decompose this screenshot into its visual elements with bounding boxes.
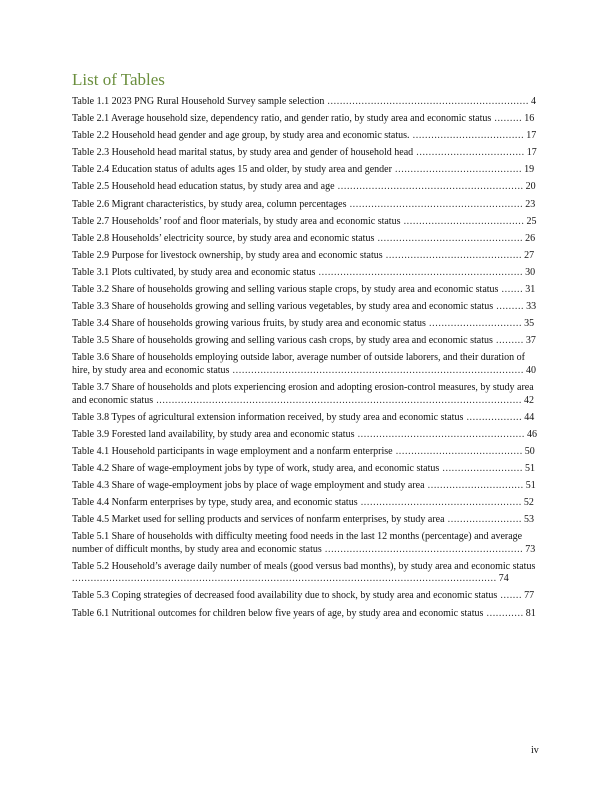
toc-entry-tail [354, 429, 537, 440]
toc-entry-tail [445, 514, 535, 525]
toc-entry-title: Table 5.3 Coping strategies of decreased food availability due to shock, by study area and economic status [72, 590, 498, 602]
toc-entry-tail [483, 608, 535, 619]
toc-entry-page: 51 [524, 462, 535, 474]
toc-entry-tail [315, 267, 535, 278]
toc-entry[interactable] [72, 113, 540, 126]
toc-entry-title: Table 3.8 Types of agricultural extension information received, by study area and economic status [72, 411, 464, 423]
table-of-contents [72, 96, 540, 625]
toc-entry-page: 77 [524, 590, 535, 602]
dot-leader: ....... [497, 590, 523, 602]
toc-entry-tail [383, 250, 535, 261]
toc-entry-title: Table 3.6 Share of households employing outside labor, average number of outside laborers, and their duration of hire, by study area and economic status [72, 352, 525, 376]
toc-entry[interactable] [72, 250, 540, 263]
toc-entry-title: Table 2.7 Households’ roof and floor materials, by study area and economic status [72, 215, 401, 227]
toc-entry-title: Table 3.4 Share of households growing various fruits, by study area and economic status [72, 318, 426, 330]
toc-entry[interactable] [72, 480, 540, 493]
toc-entry[interactable] [72, 130, 540, 143]
dot-leader: ...................................................................................................................... [153, 394, 522, 406]
toc-entry-title: Table 2.5 Household head education status, by study area and age [72, 181, 335, 193]
toc-entry-tail [413, 147, 537, 158]
toc-entry-title: Table 6.1 Nutritional outcomes for children below five years of age, by study area and economic status [72, 607, 484, 619]
dot-leader: ............................... [424, 479, 524, 491]
dot-leader: ......................................................................................................................................... [72, 573, 497, 585]
dot-leader: ....... [498, 284, 524, 296]
toc-entry-title: Table 3.7 Share of households and plots experiencing erosion and adopting erosion-control measures, by study area and economic status [72, 382, 534, 406]
dot-leader: ................................... [413, 147, 525, 159]
dot-leader: .............................. [425, 318, 523, 330]
toc-entry-title: Table 2.8 Households’ electricity source, by study area and economic status [72, 232, 375, 244]
toc-entry-page: 52 [523, 497, 534, 509]
dot-leader: ............................................................ [334, 181, 524, 193]
toc-entry-tail [322, 544, 536, 555]
toc-entry-tail [497, 590, 534, 601]
dot-leader: .......................... [439, 462, 523, 474]
dot-leader: ............................................... [374, 232, 524, 244]
toc-entry-tail [439, 463, 535, 474]
toc-entry-tail [400, 216, 536, 227]
toc-entry-page: 16 [524, 113, 535, 125]
dot-leader: ...................................................... [354, 428, 525, 440]
toc-entry-page: 40 [525, 364, 536, 376]
toc-entry[interactable] [72, 96, 540, 109]
toc-entry-title: Table 2.9 Purpose for livestock ownership, by study area and economic status [72, 249, 383, 261]
toc-entry-tail [392, 164, 534, 175]
toc-entry[interactable] [72, 561, 540, 586]
toc-entry-tail [229, 365, 536, 376]
toc-entry-page: 26 [525, 232, 536, 244]
toc-entry-page: 31 [525, 284, 536, 296]
dot-leader: ......... [493, 301, 525, 313]
toc-entry-page: 74 [498, 573, 509, 585]
toc-entry-page: 81 [525, 607, 536, 619]
toc-entry[interactable] [72, 429, 540, 442]
dot-leader: .................. [463, 411, 523, 423]
toc-entry-title: Table 4.5 Market used for selling products and services of nonfarm enterprises, by study area [72, 514, 445, 526]
toc-entry[interactable] [72, 514, 540, 527]
toc-entry-title: Table 2.1 Average household size, dependency ratio, and gender ratio, by study area and economic status [72, 113, 492, 125]
toc-entry-tail [72, 573, 509, 584]
toc-entry-page: 25 [526, 215, 537, 227]
page-title: List of Tables [72, 70, 165, 89]
toc-entry-page: 19 [524, 164, 535, 176]
dot-leader: ......................................... [392, 445, 523, 457]
dot-leader: .................................................................. [315, 266, 524, 278]
toc-entry-page: 30 [525, 266, 536, 278]
toc-entry-tail [463, 412, 534, 423]
dot-leader: ............................................ [382, 249, 523, 261]
toc-entry-title: Table 2.2 Household head gender and age group, by study area and economic status. [72, 130, 410, 142]
toc-entry-page: 53 [524, 514, 535, 526]
dot-leader: ........................................................ [346, 198, 524, 210]
toc-entry[interactable] [72, 181, 540, 194]
toc-entry-title: Table 4.1 Household participants in wage employment and a nonfarm enterprise [72, 445, 393, 457]
toc-entry-tail [425, 480, 536, 491]
toc-entry[interactable] [72, 164, 540, 177]
toc-entry[interactable] [72, 233, 540, 246]
toc-entry-tail [393, 446, 535, 457]
toc-entry-tail [346, 199, 535, 210]
toc-entry-page: 50 [524, 445, 535, 457]
toc-entry-tail [410, 130, 537, 141]
toc-entry-title: Table 1.1 2023 PNG Rural Household Survey sample selection [72, 96, 325, 107]
toc-entry-tail [374, 233, 535, 244]
toc-entry-title: Table 3.2 Share of households growing and selling various staple crops, by study area and economic status [72, 284, 499, 296]
dot-leader: ......... [492, 335, 524, 347]
toc-entry-title: Table 3.3 Share of households growing and selling various vegetables, by study area and economic status [72, 301, 494, 313]
toc-entry-title: Table 3.5 Share of households growing and selling various cash crops, by study area and economic status [72, 335, 493, 347]
toc-entry[interactable] [72, 267, 540, 280]
toc-entry-tail [491, 113, 534, 124]
toc-entry-title: Table 2.4 Education status of adults ages 15 and older, by study area and gender [72, 164, 392, 176]
toc-entry-title: Table 4.2 Share of wage-employment jobs by type of work, study area, and economic status [72, 462, 440, 474]
toc-entry-title: Table 3.1 Plots cultivated, by study area and economic status [72, 266, 316, 278]
toc-entry-title: Table 4.3 Share of wage-employment jobs by place of wage employment and study area [72, 479, 425, 491]
toc-entry-page: 17 [526, 130, 537, 142]
toc-entry-page: 73 [525, 543, 536, 555]
toc-entry-page: 17 [526, 147, 537, 159]
toc-entry[interactable] [72, 531, 540, 556]
toc-entry-page: 35 [524, 318, 535, 330]
toc-entry-title: Table 5.1 Share of households with difficulty meeting food needs in the last 12 months (percentage) and average number of difficult months, by study area and economic status [72, 531, 523, 555]
toc-entry-tail [153, 395, 534, 406]
toc-entry[interactable] [72, 216, 540, 229]
toc-entry-page: 51 [525, 479, 536, 491]
toc-entry[interactable] [72, 352, 540, 377]
toc-entry[interactable] [72, 301, 540, 314]
toc-entry[interactable] [72, 412, 540, 425]
toc-entry[interactable] [72, 335, 540, 348]
dot-leader: .................................................... [357, 497, 522, 509]
toc-entry-tail [358, 497, 534, 508]
dot-leader: ................................................................. [324, 96, 529, 107]
toc-entry-tail [498, 284, 535, 295]
page-number: iv [531, 745, 539, 756]
toc-entry[interactable] [72, 284, 540, 297]
toc-entry-page: 37 [525, 335, 536, 347]
toc-entry[interactable] [72, 147, 540, 160]
toc-entry[interactable] [72, 318, 540, 331]
toc-entry-page: 23 [525, 198, 536, 210]
toc-entry-page: 44 [524, 411, 535, 423]
dot-leader: .................................... [409, 130, 525, 142]
dot-leader: ......................................... [391, 164, 523, 176]
toc-entry-page: 20 [525, 181, 536, 193]
dot-leader: ......... [491, 113, 523, 125]
toc-entry[interactable] [72, 590, 540, 603]
toc-entry-tail [493, 301, 536, 312]
toc-entry[interactable] [72, 382, 540, 407]
toc-entry-page: 33 [526, 301, 537, 313]
toc-entry-page: 46 [526, 428, 537, 440]
toc-entry-tail [335, 181, 536, 192]
toc-entry-page: 4 [530, 96, 536, 107]
dot-leader: ........................ [444, 514, 523, 526]
toc-entry[interactable] [72, 608, 540, 621]
toc-entry-tail [426, 318, 534, 329]
dot-leader: .............................................................................................. [229, 364, 524, 376]
toc-entry[interactable] [72, 446, 540, 459]
toc-entry-title: Table 2.3 Household head marital status, by study area and gender of household head [72, 147, 414, 159]
toc-entry[interactable] [72, 199, 540, 212]
toc-entry-page: 42 [524, 394, 534, 406]
toc-entry[interactable] [72, 497, 540, 510]
toc-entry[interactable] [72, 463, 540, 476]
toc-entry-page: 27 [524, 249, 535, 261]
toc-entry-title: Table 2.6 Migrant characteristics, by study area, column percentages [72, 198, 347, 210]
toc-entry-title: Table 3.9 Forested land availability, by study area and economic status [72, 428, 355, 440]
toc-entry-title: Table 4.4 Nonfarm enterprises by type, study area, and economic status [72, 497, 358, 509]
dot-leader: ............ [483, 607, 524, 619]
toc-entry-tail [324, 96, 536, 107]
dot-leader: ....................................... [400, 215, 525, 227]
dot-leader: ................................................................ [321, 543, 524, 555]
toc-entry-tail [493, 335, 536, 346]
toc-entry-title: Table 5.2 Household’s average daily number of meals (good versus bad months), by study area and economic status [72, 560, 536, 572]
